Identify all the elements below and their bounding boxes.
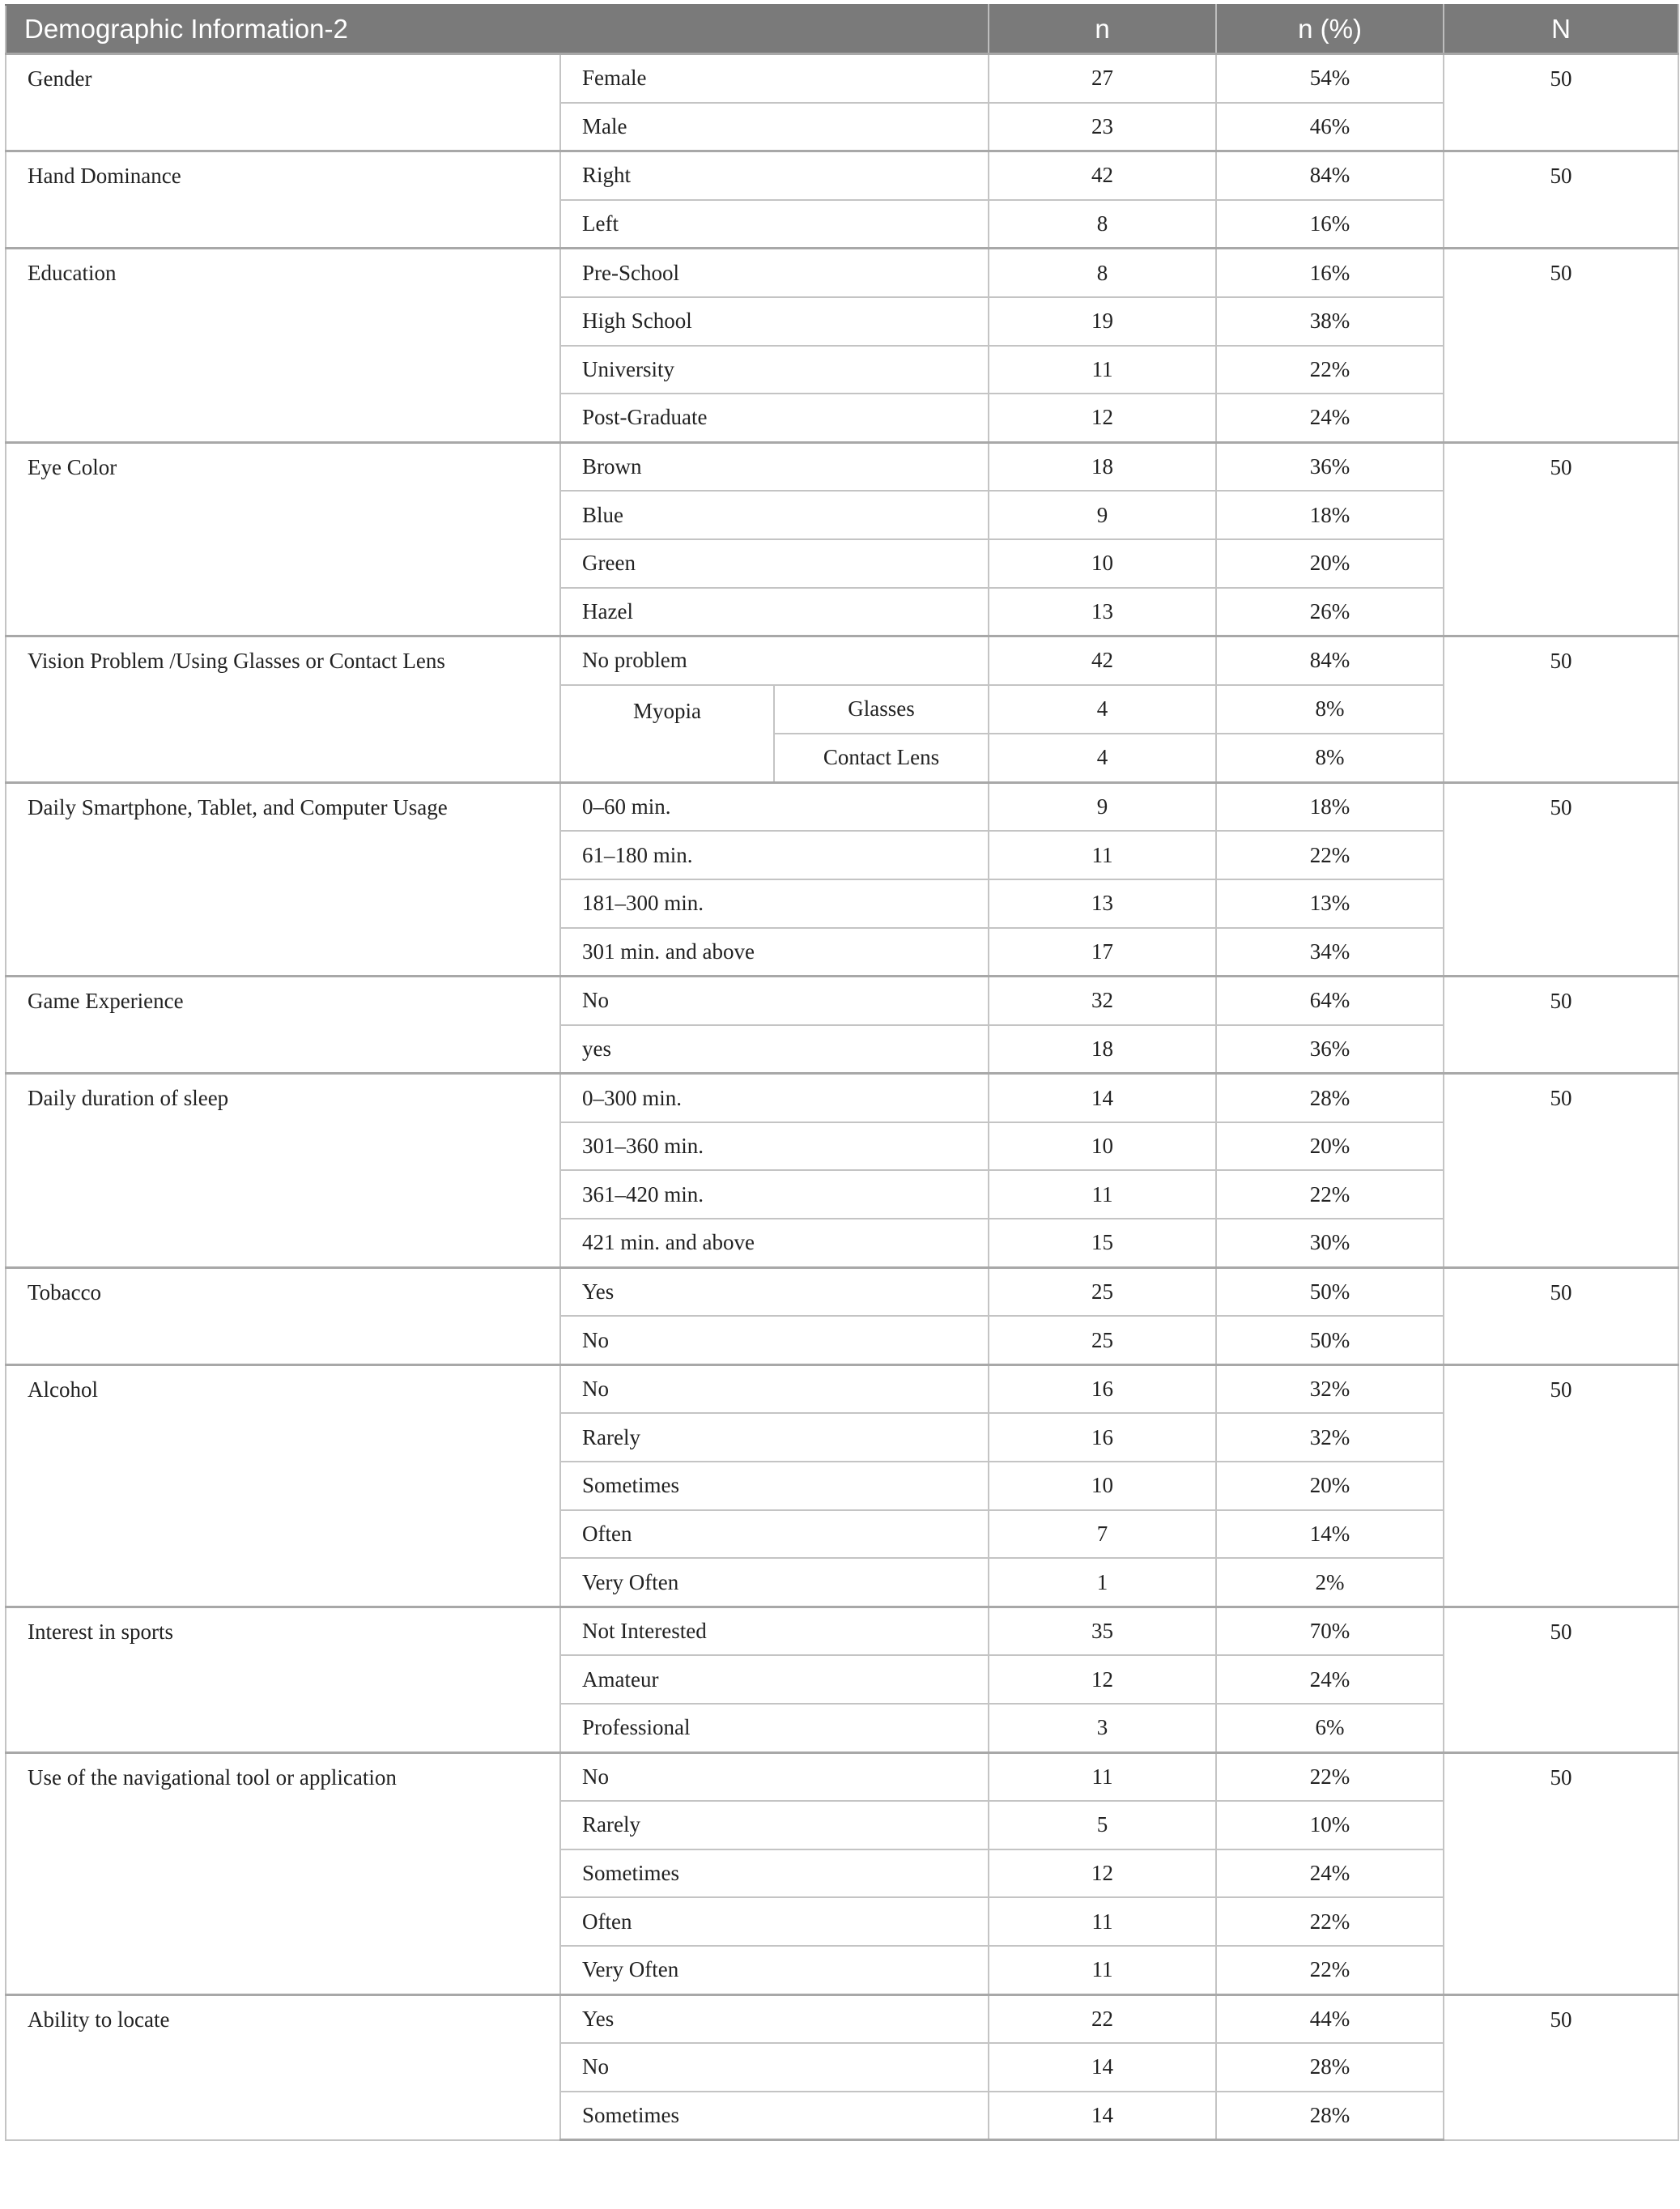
count-cell: 17 <box>989 928 1216 977</box>
header-row <box>6 5 1678 54</box>
table-row <box>6 1074 1678 1122</box>
count-cell: 10 <box>989 1462 1216 1510</box>
category-cell: Amateur <box>560 1655 989 1704</box>
total-n-cell: 50 <box>1444 977 1678 1074</box>
count-cell: 23 <box>989 103 1216 151</box>
percent-cell: 32% <box>1216 1364 1444 1413</box>
table-row <box>6 1994 1678 2043</box>
category-cell: Left <box>560 200 989 249</box>
count-cell: 3 <box>989 1704 1216 1752</box>
category-cell: Sometimes <box>560 1849 989 1898</box>
category-cell: Female <box>560 54 989 103</box>
percent-cell: 36% <box>1216 442 1444 491</box>
count-cell: 18 <box>989 442 1216 491</box>
category-cell: 421 min. and above <box>560 1219 989 1267</box>
category-cell: No <box>560 1364 989 1413</box>
count-cell: 11 <box>989 1170 1216 1219</box>
percent-cell: 34% <box>1216 928 1444 977</box>
percent-cell: 13% <box>1216 879 1444 928</box>
percent-cell: 38% <box>1216 297 1444 346</box>
category-cell: Green <box>560 539 989 588</box>
percent-cell: 6% <box>1216 1704 1444 1752</box>
total-n-cell: 50 <box>1444 54 1678 151</box>
total-n-cell: 50 <box>1444 1364 1678 1607</box>
total-n-cell: 50 <box>1444 442 1678 636</box>
count-cell: 8 <box>989 249 1216 297</box>
category-cell: No <box>560 1316 989 1364</box>
count-cell: 9 <box>989 782 1216 831</box>
category-cell: Male <box>560 103 989 151</box>
category-cell: Brown <box>560 442 989 491</box>
group-label: Daily Smartphone, Tablet, and Computer Usage <box>6 782 560 976</box>
percent-cell: 18% <box>1216 491 1444 539</box>
group-label: Tobacco <box>6 1267 560 1364</box>
percent-cell: 50% <box>1216 1267 1444 1316</box>
category-cell: 301–360 min. <box>560 1122 989 1171</box>
count-cell: 25 <box>989 1316 1216 1364</box>
category-cell: yes <box>560 1025 989 1074</box>
count-cell: 15 <box>989 1219 1216 1267</box>
category-cell: Not Interested <box>560 1607 989 1655</box>
percent-cell: 24% <box>1216 394 1444 442</box>
percent-cell: 46% <box>1216 103 1444 151</box>
percent-cell: 20% <box>1216 1462 1444 1510</box>
percent-cell: 8% <box>1216 734 1444 783</box>
count-cell: 4 <box>989 734 1216 783</box>
category-cell: Pre-School <box>560 249 989 297</box>
header-n-pct: n (%) <box>1216 5 1444 54</box>
group-label: Gender <box>6 54 560 151</box>
table-row <box>6 1364 1678 1413</box>
category-cell: Very Often <box>560 1946 989 1994</box>
count-cell: 42 <box>989 151 1216 200</box>
category-cell: No <box>560 977 989 1025</box>
count-cell: 42 <box>989 636 1216 685</box>
count-cell: 16 <box>989 1364 1216 1413</box>
table-header <box>6 5 1678 54</box>
group-label: Eye Color <box>6 442 560 636</box>
group-label: Interest in sports <box>6 1607 560 1752</box>
table-row <box>6 1267 1678 1316</box>
percent-cell: 84% <box>1216 636 1444 685</box>
count-cell: 11 <box>989 1946 1216 1994</box>
percent-cell: 16% <box>1216 200 1444 249</box>
category-cell: 0–60 min. <box>560 782 989 831</box>
category-cell: Often <box>560 1897 989 1946</box>
percent-cell: 16% <box>1216 249 1444 297</box>
category-cell: 361–420 min. <box>560 1170 989 1219</box>
category-cell: Post-Graduate <box>560 394 989 442</box>
table-row <box>6 977 1678 1025</box>
percent-cell: 22% <box>1216 1170 1444 1219</box>
count-cell: 12 <box>989 394 1216 442</box>
myopia-label: Myopia <box>561 686 775 781</box>
category-cell: No <box>560 1752 989 1801</box>
myopia-wrap <box>561 686 988 781</box>
group-label: Vision Problem /Using Glasses or Contact Lens <box>6 636 560 783</box>
table-body <box>6 54 1678 2140</box>
category-cell: Right <box>560 151 989 200</box>
category-cell: 61–180 min. <box>560 831 989 879</box>
header-n: n <box>989 5 1216 54</box>
count-cell: 11 <box>989 346 1216 394</box>
percent-cell: 30% <box>1216 1219 1444 1267</box>
count-cell: 14 <box>989 2043 1216 2092</box>
count-cell: 35 <box>989 1607 1216 1655</box>
myopia-option: Glasses <box>775 686 988 734</box>
group-label: Ability to locate <box>6 1994 560 2140</box>
total-n-cell: 50 <box>1444 636 1678 783</box>
count-cell: 25 <box>989 1267 1216 1316</box>
table-row <box>6 54 1678 103</box>
percent-cell: 2% <box>1216 1558 1444 1607</box>
table-row <box>6 636 1678 685</box>
count-cell: 14 <box>989 2092 1216 2140</box>
count-cell: 19 <box>989 297 1216 346</box>
total-n-cell: 50 <box>1444 782 1678 976</box>
count-cell: 5 <box>989 1801 1216 1849</box>
percent-cell: 36% <box>1216 1025 1444 1074</box>
total-n-cell: 50 <box>1444 1994 1678 2140</box>
count-cell: 8 <box>989 200 1216 249</box>
myopia-options <box>775 686 988 781</box>
category-cell: Yes <box>560 1267 989 1316</box>
table-row <box>6 1752 1678 1801</box>
percent-cell: 54% <box>1216 54 1444 103</box>
group-label: Alcohol <box>6 1364 560 1607</box>
table-row <box>6 249 1678 297</box>
category-cell: High School <box>560 297 989 346</box>
category-cell: 0–300 min. <box>560 1074 989 1122</box>
total-n-cell: 50 <box>1444 151 1678 249</box>
count-cell: 13 <box>989 879 1216 928</box>
percent-cell: 32% <box>1216 1413 1444 1462</box>
category-cell: Very Often <box>560 1558 989 1607</box>
percent-cell: 26% <box>1216 588 1444 636</box>
percent-cell: 84% <box>1216 151 1444 200</box>
percent-cell: 22% <box>1216 1946 1444 1994</box>
count-cell: 9 <box>989 491 1216 539</box>
header-total-n: N <box>1444 5 1678 54</box>
category-cell: Professional <box>560 1704 989 1752</box>
category-cell: Often <box>560 1510 989 1559</box>
percent-cell: 28% <box>1216 2043 1444 2092</box>
category-cell: Blue <box>560 491 989 539</box>
myopia-cell <box>560 685 989 783</box>
group-label: Use of the navigational tool or application <box>6 1752 560 1994</box>
count-cell: 12 <box>989 1655 1216 1704</box>
category-cell: Sometimes <box>560 2092 989 2140</box>
count-cell: 11 <box>989 831 1216 879</box>
percent-cell: 24% <box>1216 1655 1444 1704</box>
table-row <box>6 442 1678 491</box>
category-cell: University <box>560 346 989 394</box>
percent-cell: 20% <box>1216 1122 1444 1171</box>
percent-cell: 22% <box>1216 1752 1444 1801</box>
header-title: Demographic Information-2 <box>6 5 989 54</box>
total-n-cell: 50 <box>1444 1267 1678 1364</box>
count-cell: 16 <box>989 1413 1216 1462</box>
percent-cell: 22% <box>1216 1897 1444 1946</box>
percent-cell: 28% <box>1216 2092 1444 2140</box>
percent-cell: 22% <box>1216 346 1444 394</box>
table-row <box>6 1607 1678 1655</box>
count-cell: 32 <box>989 977 1216 1025</box>
table-row <box>6 151 1678 200</box>
count-cell: 10 <box>989 1122 1216 1171</box>
count-cell: 27 <box>989 54 1216 103</box>
percent-cell: 20% <box>1216 539 1444 588</box>
total-n-cell: 50 <box>1444 1074 1678 1267</box>
count-cell: 4 <box>989 685 1216 734</box>
total-n-cell: 50 <box>1444 1607 1678 1752</box>
group-label: Daily duration of sleep <box>6 1074 560 1267</box>
count-cell: 1 <box>989 1558 1216 1607</box>
count-cell: 11 <box>989 1752 1216 1801</box>
count-cell: 22 <box>989 1994 1216 2043</box>
category-cell: No problem <box>560 636 989 685</box>
percent-cell: 44% <box>1216 1994 1444 2043</box>
count-cell: 11 <box>989 1897 1216 1946</box>
category-cell: Rarely <box>560 1801 989 1849</box>
percent-cell: 28% <box>1216 1074 1444 1122</box>
total-n-cell: 50 <box>1444 249 1678 442</box>
count-cell: 7 <box>989 1510 1216 1559</box>
percent-cell: 50% <box>1216 1316 1444 1364</box>
count-cell: 10 <box>989 539 1216 588</box>
category-cell: No <box>560 2043 989 2092</box>
percent-cell: 24% <box>1216 1849 1444 1898</box>
percent-cell: 14% <box>1216 1510 1444 1559</box>
category-cell: Sometimes <box>560 1462 989 1510</box>
demographic-table <box>5 4 1679 2141</box>
percent-cell: 8% <box>1216 685 1444 734</box>
percent-cell: 10% <box>1216 1801 1444 1849</box>
group-label: Education <box>6 249 560 442</box>
table-row <box>6 782 1678 831</box>
group-label: Hand Dominance <box>6 151 560 249</box>
group-label: Game Experience <box>6 977 560 1074</box>
myopia-option: Contact Lens <box>823 745 940 770</box>
category-cell: Rarely <box>560 1413 989 1462</box>
count-cell: 18 <box>989 1025 1216 1074</box>
percent-cell: 18% <box>1216 782 1444 831</box>
count-cell: 14 <box>989 1074 1216 1122</box>
category-cell: 181–300 min. <box>560 879 989 928</box>
category-cell: 301 min. and above <box>560 928 989 977</box>
percent-cell: 64% <box>1216 977 1444 1025</box>
percent-cell: 70% <box>1216 1607 1444 1655</box>
table-container <box>5 4 1679 2141</box>
category-cell: Hazel <box>560 588 989 636</box>
count-cell: 12 <box>989 1849 1216 1898</box>
percent-cell: 22% <box>1216 831 1444 879</box>
category-cell: Yes <box>560 1994 989 2043</box>
total-n-cell: 50 <box>1444 1752 1678 1994</box>
count-cell: 13 <box>989 588 1216 636</box>
